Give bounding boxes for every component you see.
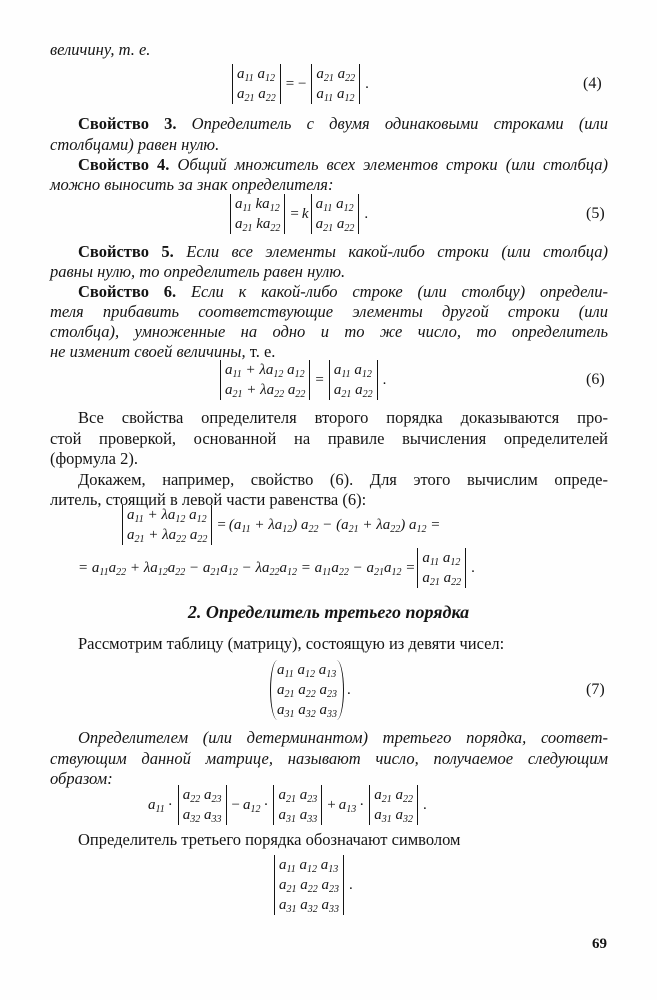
section-title: 2. Определитель третьего порядка [187, 602, 470, 622]
determinant: $a_{22}$ $a_{23}$ $a_{32}$ $a_{33}$ [178, 785, 227, 825]
text-line-property-6: Свойство 6. Если к какой-либо строке (или столбцу) определи- [78, 282, 609, 301]
text-line: равны нулю, то определитель равен нулю. [50, 262, 346, 281]
text-line: теля прибавить соответствующие элементы другой строки (или [50, 302, 608, 321]
text-line: образом: [50, 769, 113, 788]
text-line: Рассмотрим таблицу (матрицу), состоящую из девяти чисел: [78, 634, 505, 653]
page-number: 69 [592, 936, 607, 952]
determinant: $a_{11}$ $ka_{12}$ $a_{21}$ $ka_{22}$ [230, 194, 285, 234]
text-line: (формула 2). [50, 449, 138, 468]
expansion-formula: $a_{11}$ · $a_{22}$ $a_{23}$ $a_{32}$ $a_{33}$ − $a_{12}$ · $a_{21}$ $a_{23}$ $a_{31}$ $a_{33}$ + $a_{13}$ · $a_{21}$ $a_{22}$ $a_{31}$ $a_{32}$ . [148, 787, 427, 825]
determinant: $a_{11} + \lambda a_{12}$ $a_{12}$ $a_{21} + \lambda a_{22}$ $a_{22}$ [122, 505, 212, 545]
proof-equation-line-2: = $a_{11}a_{22} + \lambda a_{12}a_{22} - a_{21}a_{12} - \lambda a_{22}a_{12} = a_{11}a_{22} - a_{21}a_{12}$ = $a_{11}$ $a_{12}$ $a_{21}$ $a_{22}$ . [78, 550, 475, 588]
determinant: $a_{21}$ $a_{23}$ $a_{31}$ $a_{33}$ [273, 785, 322, 825]
equation-number: (5) [586, 205, 605, 222]
proof-equation-line-1: $a_{11} + \lambda a_{12}$ $a_{12}$ $a_{21} + \lambda a_{22}$ $a_{22}$ = $(a_{11} + \lambda a_{12}) a_{22} - (a_{21} + \lambda a_{22}) a_{12}$ = [120, 505, 440, 545]
text-line: можно выносить за знак определителя: [50, 175, 334, 194]
text-line: литель, стоящий в левой части равенства (6): [50, 490, 367, 509]
text-line-property-4: Свойство 4. Общий множитель всех элементов строки (или столбца) [78, 155, 608, 174]
text-line: ствующим данной матрице, называют число, получаемое следующим [50, 749, 608, 768]
determinant-3x3: $a_{11}$ $a_{12}$ $a_{13}$ $a_{21}$ $a_{22}$ $a_{23}$ $a_{31}$ $a_{32}$ $a_{33}$ . [272, 855, 356, 915]
equation-6: $a_{11} + \lambda a_{12}$ $a_{12}$ $a_{21} + \lambda a_{22}$ $a_{22}$ = $a_{11}$ $a_{12}$ $a_{21}$ $a_{22}$ . [218, 360, 389, 400]
text-line: столбца), умноженные на одно и то же число, то определитель [50, 322, 608, 341]
determinant: $a_{11}$ $a_{12}$ $a_{13}$ $a_{21}$ $a_{22}$ $a_{23}$ $a_{31}$ $a_{32}$ $a_{33}$ [274, 855, 344, 915]
equation-number: (4) [583, 75, 602, 92]
text-line: Докажем, например, свойство (6). Для этого вычислим опреде- [78, 470, 608, 489]
matrix-7: $a_{11}$ $a_{12}$ $a_{13}$ $a_{21}$ $a_{22}$ $a_{23}$ $a_{31}$ $a_{32}$ $a_{33}$ . [270, 660, 354, 720]
text-line-intro: величину, т. е. [50, 40, 151, 59]
equation-4: $a_{11}$ $a_{12}$ $a_{21}$ $a_{22}$ = − $a_{21}$ $a_{22}$ $a_{11}$ $a_{12}$ . [230, 64, 372, 104]
text-line: Все свойства определителя второго порядка доказываются про- [78, 408, 608, 427]
text-line: Определитель третьего порядка обозначают символом [78, 830, 461, 849]
determinant: $a_{11}$ $a_{12}$ $a_{21}$ $a_{22}$ [232, 64, 281, 104]
determinant: $a_{11}$ $a_{12}$ $a_{21}$ $a_{22}$ [311, 194, 360, 234]
matrix: $a_{11}$ $a_{12}$ $a_{13}$ $a_{21}$ $a_{22}$ $a_{23}$ $a_{31}$ $a_{32}$ $a_{33}$ [270, 660, 344, 720]
determinant: $a_{21}$ $a_{22}$ $a_{11}$ $a_{12}$ [311, 64, 360, 104]
text-line-property-3: Свойство 3. Определитель с двумя одинаковыми строками (или [78, 114, 609, 133]
equation-number: (6) [586, 371, 605, 388]
text-line-property-5: Свойство 5. Если все элементы какой-либо строки (или столбца) [78, 242, 608, 261]
equation-5: $a_{11}$ $ka_{12}$ $a_{21}$ $ka_{22}$ = k $a_{11}$ $a_{12}$ $a_{21}$ $a_{22}$ . [228, 194, 371, 234]
text-line: стой проверкой, основанной на правиле вычисления определителей [50, 429, 608, 448]
determinant: $a_{11} + \lambda a_{12}$ $a_{12}$ $a_{21} + \lambda a_{22}$ $a_{22}$ [220, 360, 310, 400]
equation-number: (7) [586, 681, 605, 698]
determinant: $a_{11}$ $a_{12}$ $a_{21}$ $a_{22}$ [417, 548, 466, 588]
text-line-definition: Определителем (или детерминантом) третьего порядка, соответ- [78, 728, 608, 747]
text-line: не изменит своей величины, т. е. [50, 342, 276, 361]
text-line: столбцами) равен нулю. [50, 135, 220, 154]
determinant: $a_{11}$ $a_{12}$ $a_{21}$ $a_{22}$ [329, 360, 378, 400]
determinant: $a_{21}$ $a_{22}$ $a_{31}$ $a_{32}$ [369, 785, 418, 825]
